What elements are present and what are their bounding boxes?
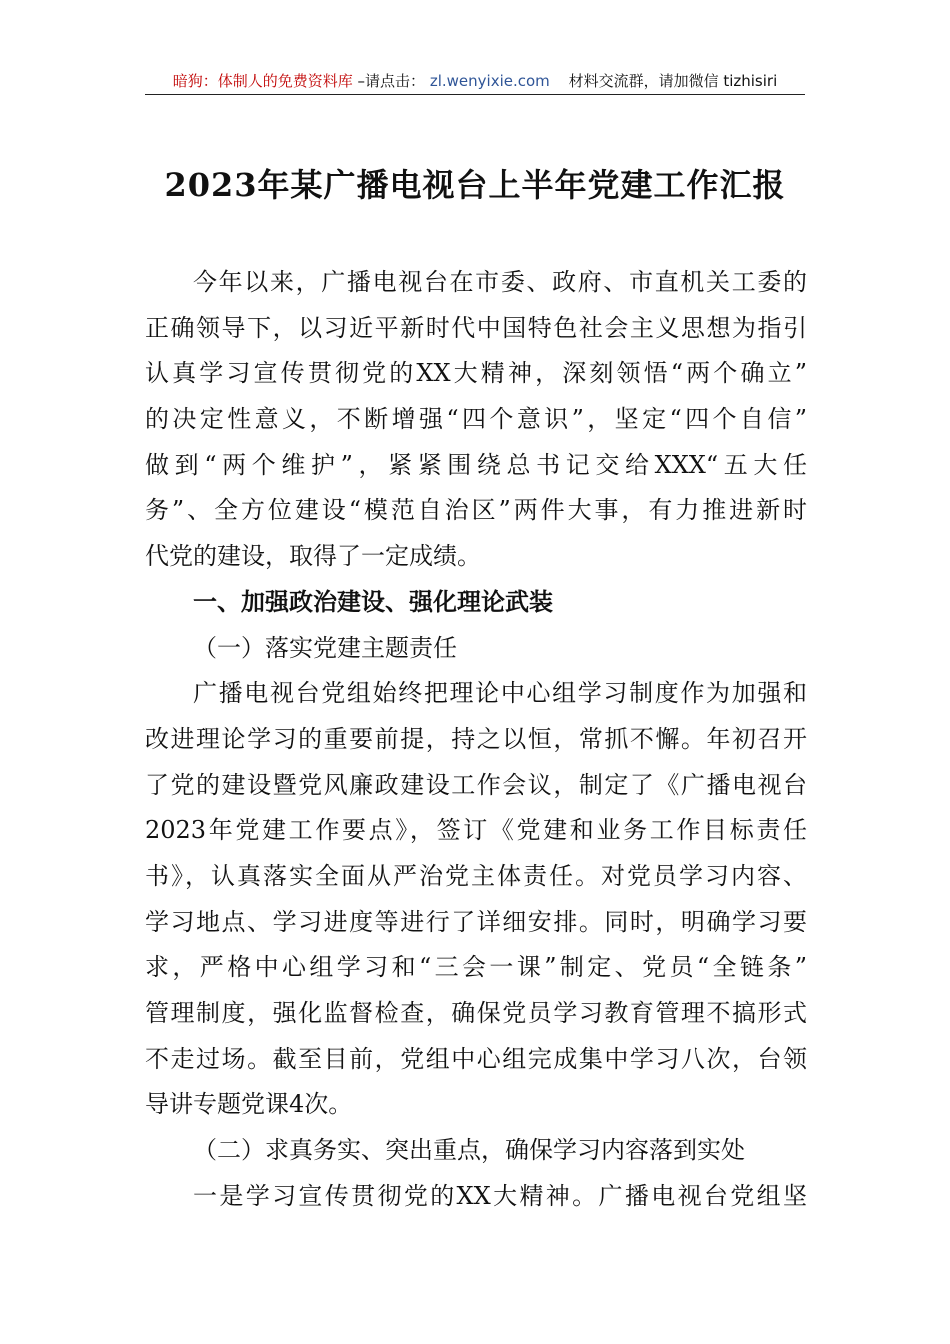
header-link[interactable]: zl.wenyixie.com [429, 72, 550, 90]
body-line: 改进理论学习的重要前提，持之以恒，常抓不懈。年初召开 [145, 724, 807, 753]
body-line: 认真学习宣传贯彻党的XX大精神，深刻领悟“两个确立” [145, 359, 807, 388]
body-line: 做到“两个维护”，紧紧围绕总书记交给XXX“五大任 [145, 450, 807, 479]
body-line: 一是学习宣传贯彻党的XX大精神。广播电视台党组坚 [193, 1181, 807, 1210]
body-line: 务”、全方位建设“模范自治区”两件大事，有力推进新时 [145, 496, 807, 525]
subsection-heading: （一）落实党建主题责任 [193, 633, 457, 662]
body-line: 学习地点、学习进度等进行了详细安排。同时，明确学习要 [145, 907, 807, 936]
header-contact: 材料交流群，请加微信 tizhisiri [568, 72, 778, 90]
body-line: 了党的建设暨党风廉政建设工作会议，制定了《广播电视台 [145, 770, 807, 799]
body-line: 正确领导下，以习近平新时代中国特色社会主义思想为指引 [145, 313, 807, 342]
section-heading: 一、加强政治建设、强化理论武装 [193, 587, 553, 616]
body-line: 书》，认真落实全面从严治党主体责任。对党员学习内容、 [145, 861, 807, 890]
header-click-hint: –请点击： [357, 72, 426, 90]
body-line: 导讲专题党课4次。 [145, 1090, 353, 1119]
body-line: 2023年党建工作要点》，签订《党建和业务工作目标责任 [145, 816, 807, 845]
document-body [145, 260, 807, 1219]
body-line: 今年以来，广播电视台在市委、政府、市直机关工委的 [193, 268, 807, 296]
body-line: 不走过场。截至目前，党组中心组完成集中学习八次，台领 [145, 1044, 807, 1073]
body-line: 的决定性意义，不断增强“四个意识”，坚定“四个自信” [145, 405, 807, 434]
document-title: 2023年某广播电视台上半年党建工作汇报 [164, 166, 786, 204]
body-line: 求，严格中心组学习和“三会一课”制定、党员“全链条” [145, 953, 807, 982]
body-line: 广播电视台党组始终把理论中心组学习制度作为加强和 [193, 679, 807, 708]
body-line: 代党的建设，取得了一定成绩。 [145, 542, 481, 571]
subsection-heading: （二）求真务实、突出重点，确保学习内容落到实处 [193, 1136, 745, 1165]
page-header [145, 68, 805, 95]
header-source-name: 暗狗：体制人的免费资料库 [172, 72, 353, 90]
body-line: 管理制度，强化监督检查，确保党员学习教育管理不搞形式 [145, 999, 807, 1027]
